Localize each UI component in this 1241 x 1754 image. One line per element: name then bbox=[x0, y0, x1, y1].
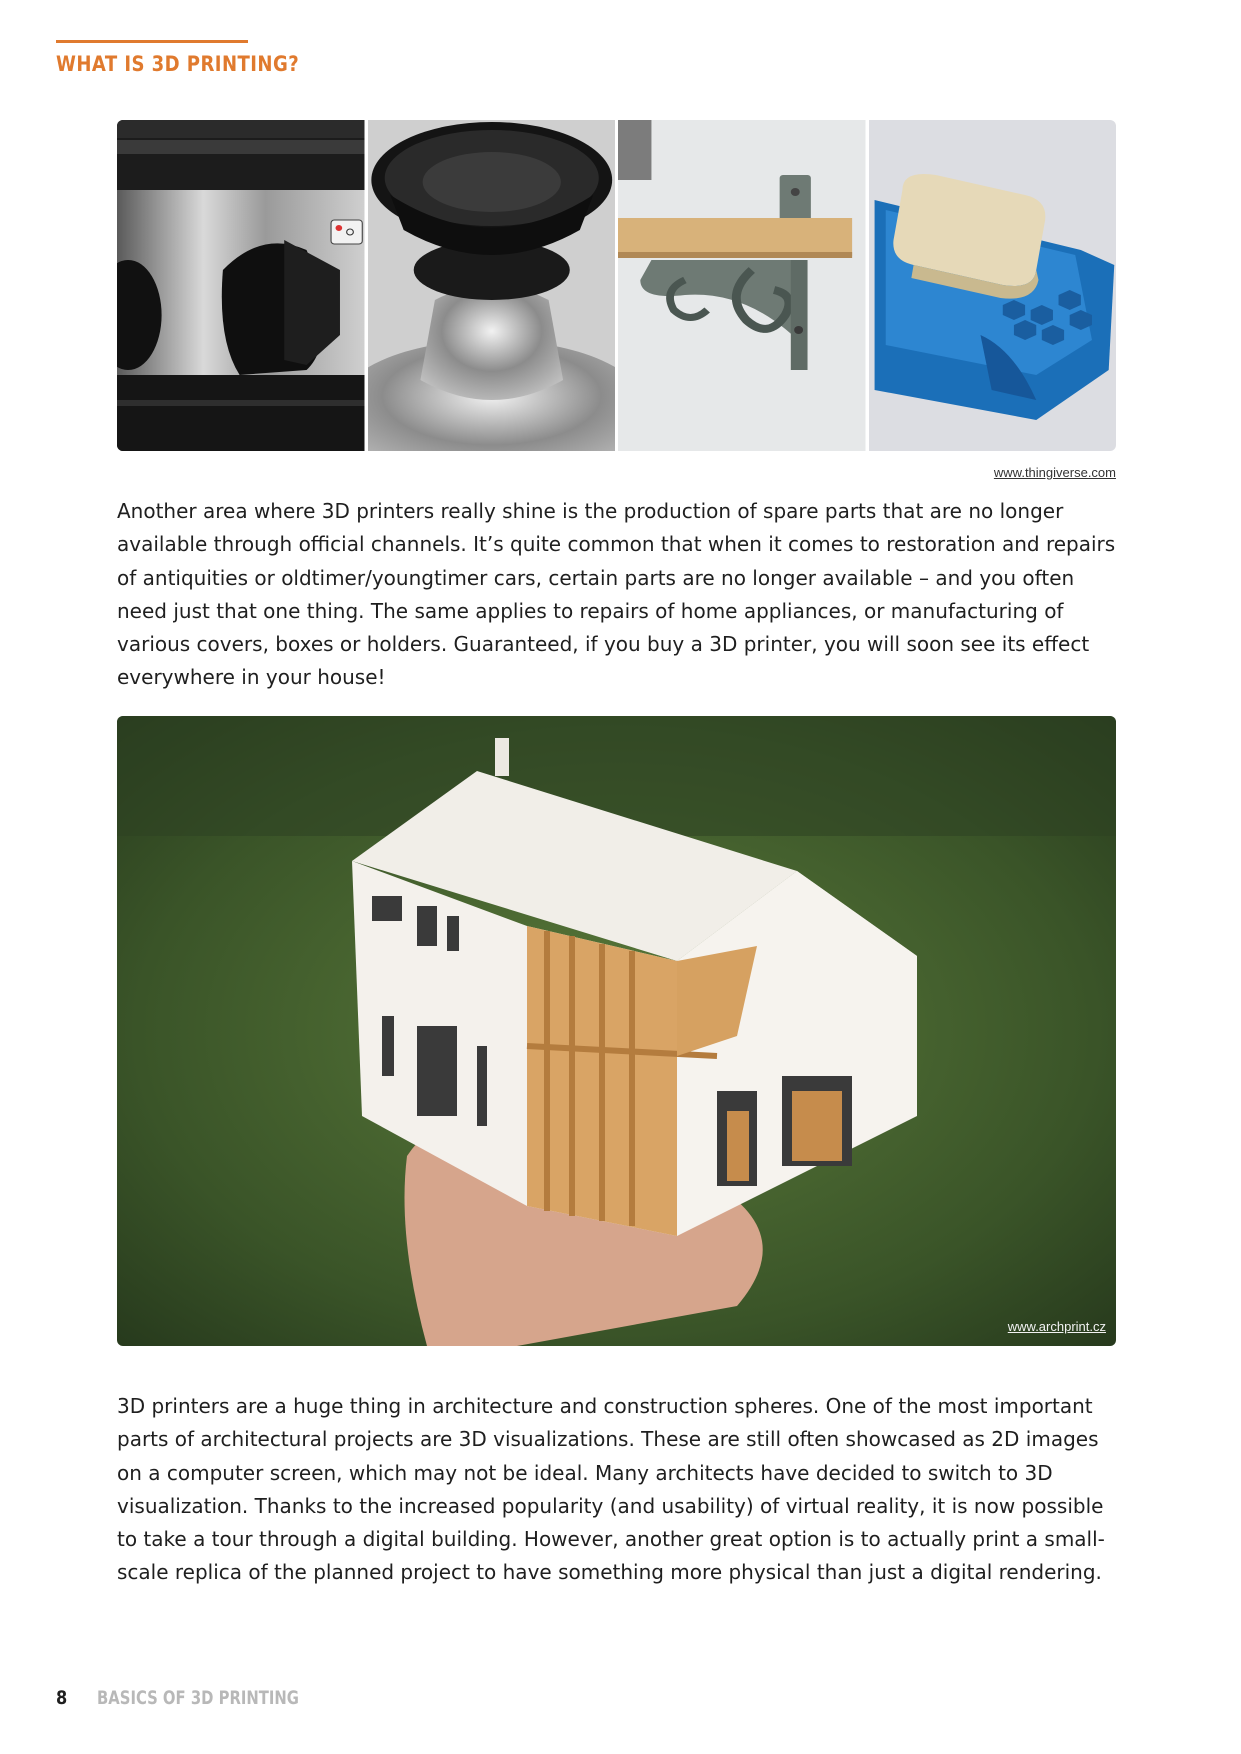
pot-lid-knob-image bbox=[368, 120, 616, 451]
body-paragraph-1: Another area where 3D printers really shine is the production of spare parts that are no longer available through official channels. It’s quite common that when it comes to restoration and repairs of antiquities or oldtimer/youngtimer cars, certain parts are no longer available – and you often need just that one thing. The same applies to repairs of home appliances, or manufacturing of various covers, boxes or holders. Guaranteed, if you buy a 3D printer, you will soon see its effect everywhere in your house! bbox=[117, 499, 1116, 690]
archprint-credit-link[interactable]: www.archprint.cz bbox=[1007, 1319, 1106, 1334]
footer-book-title: BASICS OF 3D PRINTING bbox=[97, 1687, 300, 1709]
soap-dish-image bbox=[869, 120, 1117, 451]
shelf-bracket-image bbox=[618, 120, 866, 451]
body-paragraph-2: 3D printers are a huge thing in architecture and construction spheres. One of the most important parts of architectural projects are 3D visualizations. These are still often showcased as 2D images on a computer screen, which may not be ideal. Many architects have decided to switch to 3D visualization. Thanks to the increased popularity (and usability) of virtual reality, it is now possible to take a tour through a digital building. However, another great option is to actually print a small-scale replica of the planned project to have something more physical than just a digital rendering. bbox=[117, 1394, 1105, 1585]
stove-knob-image bbox=[117, 120, 365, 451]
house-model-photo bbox=[117, 716, 1116, 1346]
section-title: WHAT IS 3D PRINTING? bbox=[56, 52, 300, 76]
thingiverse-credit-link[interactable]: www.thingiverse.com bbox=[993, 465, 1116, 480]
header-accent-rule bbox=[56, 40, 248, 43]
example-photo-strip bbox=[117, 120, 1116, 451]
page-number: 8 bbox=[56, 1687, 68, 1709]
page-footer bbox=[56, 1687, 356, 1709]
